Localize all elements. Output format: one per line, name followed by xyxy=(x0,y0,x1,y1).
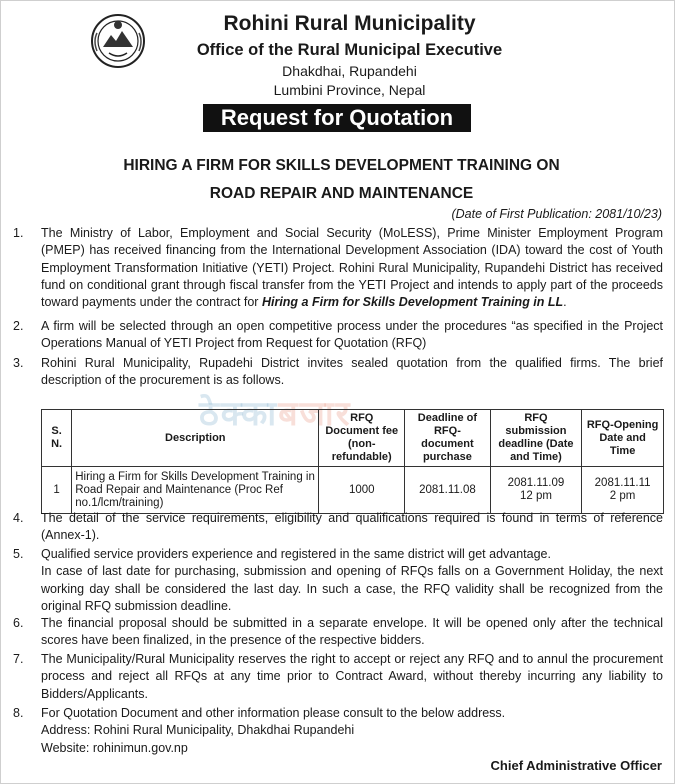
office-name: Office of the Rural Municipal Executive xyxy=(196,41,503,59)
notice-title: Request for Quotation xyxy=(203,104,471,132)
clause-number: 8. xyxy=(13,706,24,720)
submission-time: 12 pm xyxy=(519,490,552,502)
contact-website: Website: rohinimun.gov.np xyxy=(41,740,188,755)
cell-sn: 1 xyxy=(42,467,72,514)
opening-date: 2081.11.11 xyxy=(594,477,651,489)
contract-name: Hiring a Firm for Skills Development Training in LL xyxy=(261,295,564,310)
clause-1 xyxy=(13,225,663,313)
clause-number: 5. xyxy=(13,547,24,561)
contact-address: Address: Rohini Rural Municipality, Dhakdhai Rupandehi xyxy=(41,723,355,738)
clause-text: The Municipality/Rural Municipality reserves the right to accept or reject any RFQ and to annul the procurement process and reject all RFQs at any time prior to Contract Award, without thereby incurring any liability to Bidders/Applicants. xyxy=(41,652,663,701)
address-line-2: Lumbini Province, Nepal xyxy=(273,82,426,98)
clause-3 xyxy=(13,355,663,391)
signoff: Chief Administrative Officer xyxy=(490,758,662,773)
clause-text: Qualified service providers experience and registered in the same district will get advantage. In case of last date for purchasing, submission and opening of RFQs falls on a Government Holiday, the next working day shall be considered the last day. In such a case, the RFQ validity shall be recognized from the original RFQ submission deadline. xyxy=(41,547,663,613)
subject-line-2: ROAD REPAIR AND MAINTENANCE xyxy=(209,185,474,202)
col-header-description: Description xyxy=(72,410,319,467)
cell-purchase-deadline: 2081.11.08 xyxy=(405,467,491,514)
clause-number: 3. xyxy=(13,356,24,370)
subject-line-1: HIRING A FIRM FOR SKILLS DEVELOPMENT TRAINING ON xyxy=(123,157,560,174)
clause-number: 1. xyxy=(13,226,24,240)
cell-submission-deadline xyxy=(490,467,581,514)
clause-5 xyxy=(13,546,663,616)
cell-opening xyxy=(582,467,664,514)
clause-text: A firm will be selected through an open competitive process under the procedures “as specified in the Project Operations Manual of YETI Project from Request for Quotation (RFQ) xyxy=(41,319,663,351)
address-line-1: Dhakdhai, Rupandehi xyxy=(282,63,417,79)
opening-time: 2 pm xyxy=(609,490,636,502)
col-header-sn: S. N. xyxy=(42,410,72,467)
clause-text: The financial proposal should be submitted in a separate envelope. It will be opened only after the technical scores have been finalized, in the presence of the respective bidders. xyxy=(41,616,663,648)
cell-fee: 1000 xyxy=(319,467,405,514)
submission-date: 2081.11.09 xyxy=(507,477,565,489)
clause-text: The Ministry of Labor, Employment and Social Security (MoLESS), Prime Minister Employment Program (PMEP) has received financing from the International Development Association (IDA) toward the cost of Youth Employment Transformation Initiative (YETI) Project. Rohini Rural Municipality, Rupandehi District has received fund on conditional grant through fiscal transfer from the YETI Project and intends to apply part of the proceeds toward payments under the contract for Hiring a Firm for Skills Development Training in LL. xyxy=(41,226,663,310)
clause-number: 6. xyxy=(13,616,24,630)
clause-text: Rohini Rural Municipality, Rupadehi District invites sealed quotation from the qualified firms. The brief description of the procurement is as follows. xyxy=(41,356,663,388)
clause-text: For Quotation Document and other information please consult to the below address. Address: Rohini Rural Municipality, Dhakdhai Rupandehi Website: rohinimun.gov.np xyxy=(41,705,663,757)
table-row xyxy=(42,467,664,514)
clause-2 xyxy=(13,318,663,354)
procurement-table xyxy=(41,409,664,514)
clause-8 xyxy=(13,705,663,759)
col-header-fee: RFQ Document fee (non-refundable) xyxy=(319,410,405,467)
clause-number: 4. xyxy=(13,511,24,525)
clause-6 xyxy=(13,615,663,651)
col-header-submission-deadline: RFQ submission deadline (Date and Time) xyxy=(490,410,581,467)
clause-number: 2. xyxy=(13,319,24,333)
publication-date: (Date of First Publication: 2081/10/23) xyxy=(451,207,662,221)
clause-4 xyxy=(13,510,663,546)
municipality-title: Rohini Rural Municipality xyxy=(223,12,476,35)
watermark-logo: ठेक्काबजार xyxy=(199,395,352,433)
clause-7 xyxy=(13,651,663,705)
clause-text: The detail of the service requirements, eligibility and qualifications required is found in terms of reference (Annex-1). xyxy=(41,511,663,543)
col-header-opening: RFQ-Opening Date and Time xyxy=(582,410,664,467)
clause-number: 7. xyxy=(13,652,24,666)
table-header-row xyxy=(42,410,664,467)
cell-description: Hiring a Firm for Skills Development Training in Road Repair and Maintenance (Proc Ref no.1/lcm/training) xyxy=(72,467,319,514)
col-header-purchase-deadline: Deadline of RFQ-document purchase xyxy=(405,410,491,467)
